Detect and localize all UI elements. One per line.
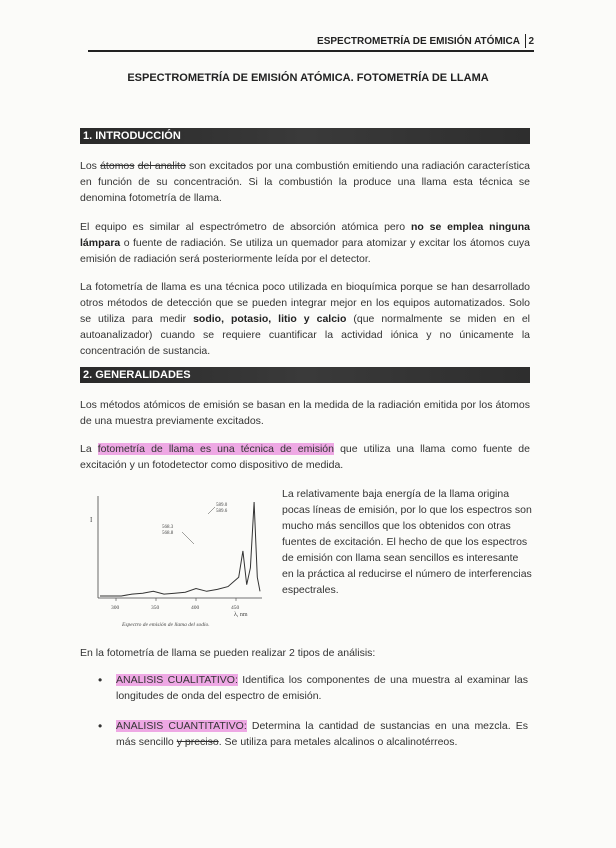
- x-tick-label: 400: [191, 605, 200, 611]
- x-tick-label: 350: [151, 605, 160, 611]
- annotation-arrow: [182, 532, 194, 544]
- document-title: ESPECTROMETRÍA DE EMISIÓN ATÓMICA. FOTOMETRÍA DE LLAMA: [127, 72, 489, 84]
- intro-paragraph-1: Los átomos del analito son excitados por una combustión emitiendo una radiación característica en función de su concentración. Si la combustión la produce una llama esta técnica se denomina fotometría de llama.: [80, 160, 531, 204]
- x-tick-label: 300: [111, 605, 120, 611]
- peak-annotation: 589.6: [216, 509, 228, 514]
- section-title: 2. GENERALIDADES: [83, 369, 191, 381]
- peak-annotation: 568.3: [162, 525, 174, 530]
- annotation-arrow: [208, 507, 215, 514]
- header-title: ESPECTROMETRÍA DE EMISIÓN ATÓMICA: [317, 36, 520, 47]
- section-heading-generalidades: [80, 367, 530, 383]
- analysis-type-list: [96, 672, 528, 750]
- bullet-icon: •: [98, 719, 103, 733]
- annotation-group: [162, 503, 228, 544]
- general-paragraph-2: La fotometría de llama es una técnica de emisión que utiliza una llama como fuente de excitación y un fotodetector como dispositivo de medida.: [80, 443, 530, 471]
- general-paragraph-1: Los métodos atómicos de emisión se basan en la medida de la radiación emitida por los átomos de una muestra previamente excitados.: [80, 399, 530, 427]
- x-axis-label: λ, nm: [234, 612, 248, 618]
- page-header: [88, 34, 534, 52]
- peak-annotation: 568.8: [162, 531, 174, 536]
- y-axis-label: I: [90, 516, 93, 524]
- section-title: 1. INTRODUCCIÓN: [83, 130, 181, 142]
- header-divider: [525, 34, 526, 48]
- intro-paragraph-3: La fotometría de llama es una técnica poco utilizada en bioquímica porque se han desarrollado otros métodos de detección que se pueden integrar mejor en los equipos automatizados. Solo se utiliza para medir sodio, potasio, litio y calcio (que normalmente se miden en el autoanalizador) cuando se requiere cuantificar la actividad iónica y no únicamente la concentración de sustancia.: [80, 281, 531, 357]
- bullet-icon: •: [98, 673, 103, 687]
- peak-annotation: 589.0: [216, 503, 228, 508]
- x-tick-label: 450: [231, 605, 240, 611]
- spectrum-chart: [86, 488, 268, 630]
- list-item: • ANALISIS CUANTITATIVO: Determina la cantidad de sustancias en una mezcla. Es más sencillo y preciso. Se utiliza para metales alcalinos o alcalinotérreos.: [98, 719, 528, 748]
- list-item: • ANALISIS CUALITATIVO: Identifica los componentes de una muestra al examinar las longitudes de onda del espectro de emisión.: [98, 673, 528, 702]
- x-tick-group: [111, 598, 240, 611]
- general-paragraph-3: En la fotometría de llama se pueden realizar 2 tipos de análisis:: [80, 647, 376, 659]
- figure-caption: Espectro de emisión de llama del sodio.: [122, 622, 210, 628]
- sodium-series-line: [100, 502, 260, 596]
- sodium-emission-spectrum-figure: [86, 488, 268, 630]
- figure-side-text: La relativamente baja energía de la llama origina pocas líneas de emisión, por lo que los espectros son mucho más sencillos que los obtenidos con otras fuentes de excitación. El hecho de que los espectros de emisión con llama sean sencillos es interesante en la práctica al reducirse el número de interferencias espectrales.: [282, 488, 532, 596]
- page-number: 2: [528, 36, 534, 47]
- intro-paragraph-2: El equipo es similar al espectrómetro de absorción atómica pero no se emplea ninguna lámpara o fuente de radiación. Se utiliza un quemador para atomizar y excitar los átomos cuya emisión de radiación será posteriormente leída por el detector.: [80, 221, 530, 265]
- section-heading-introduccion: [80, 128, 530, 144]
